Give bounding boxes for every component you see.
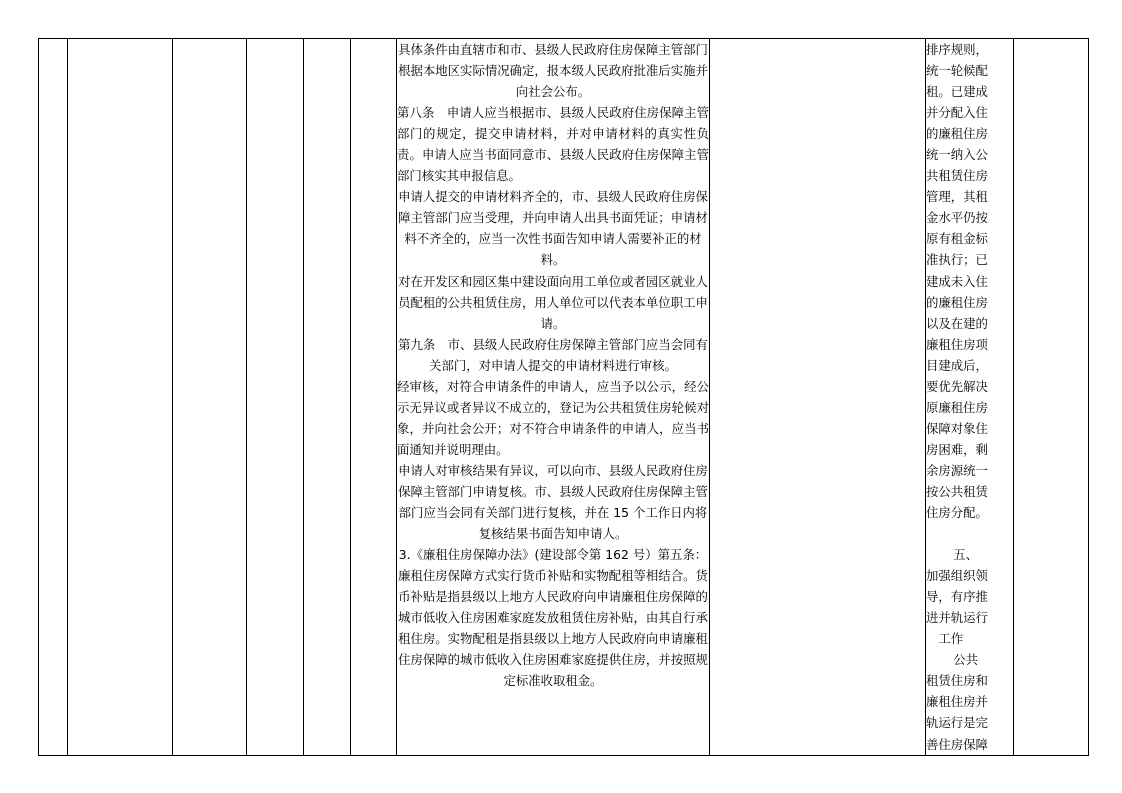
note-line: 的廉租住房 bbox=[926, 294, 988, 310]
section-title-line: 进并轨运行 bbox=[926, 610, 988, 626]
section-title-line: 导，有序推 bbox=[926, 589, 988, 605]
paragraph-gap bbox=[926, 523, 1013, 544]
note-line: 的廉租住房 bbox=[926, 126, 988, 142]
note-line: 共租赁住房 bbox=[926, 168, 988, 184]
legal-paragraph: 具体条件由直辖市和市、县级人民政府住房保障主管部门根据本地区实际情况确定，报本级人民政府批准后实施并向社会公布。 bbox=[398, 42, 708, 100]
note-line: 保障对象住 bbox=[926, 420, 988, 436]
note-line: 金水平仍按 bbox=[926, 210, 988, 226]
legal-paragraph: 申请人对审核结果有异议，可以向市、县级人民政府住房保障主管部门申请复核。市、县级人民政府住房保障主管部门应当会同有关部门进行复核，并在 15 个工作日内将复核结果书面告知申请人。 bbox=[398, 462, 708, 542]
note-line: 建成未入住 bbox=[926, 273, 988, 289]
section-title-line: 加强组织领 bbox=[926, 568, 988, 584]
legal-basis-cell bbox=[397, 39, 710, 756]
note-line: 准执行；已 bbox=[926, 252, 988, 268]
legal-paragraph: 经审核，对符合申请条件的申请人，应当予以公示，经公示无异议或者异议不成立的，登记为公共租赁住房轮候对象，并向社会公开；对不符合申请条件的申请人，应当书面通知并说明理由。 bbox=[397, 378, 709, 457]
note-line: 原有租金标 bbox=[926, 231, 988, 247]
tail-line: 廉租住房并 bbox=[926, 694, 988, 710]
empty-cell bbox=[710, 39, 926, 756]
note-line: 统一纳入公 bbox=[926, 147, 988, 163]
note-line: 目建成后， bbox=[926, 357, 988, 373]
empty-cell bbox=[351, 39, 397, 756]
legal-paragraph: 对在开发区和园区集中建设面向用工单位或者园区就业人员配租的公共租赁住房，用人单位可以代表本单位职工申请。 bbox=[398, 273, 708, 331]
note-line: 按公共租赁 bbox=[926, 483, 988, 499]
note-line: 房困难，剩 bbox=[926, 441, 988, 457]
tail-line: 租赁住房和 bbox=[926, 673, 988, 689]
empty-cell bbox=[247, 39, 304, 756]
empty-cell bbox=[39, 39, 68, 756]
legal-paragraph: 申请人提交的申请材料齐全的，市、县级人民政府住房保障主管部门应当受理，并向申请人出具书面凭证；申请材料不齐全的，应当一次性书面告知申请人需要补正的材料。 bbox=[398, 189, 708, 268]
section-heading: 五、 bbox=[953, 547, 979, 563]
legal-paragraph: 第九条 市、县级人民政府住房保障主管部门应当会同有关部门，对申请人提交的申请材料进行审核。 bbox=[398, 336, 708, 373]
empty-cell bbox=[68, 39, 173, 756]
note-line: 余房源统一 bbox=[926, 462, 988, 478]
note-line: 管理，其租 bbox=[926, 189, 988, 205]
note-line: 要优先解决 bbox=[926, 378, 988, 394]
tail-line: 善住房保障 bbox=[926, 736, 988, 752]
legal-paragraph: 第八条 申请人应当根据市、县级人民政府住房保障主管部门的规定，提交申请材料，并对申请材料的真实性负责。申请人应当书面同意市、县级人民政府住房保障主管部门核实其申报信息。 bbox=[397, 105, 709, 184]
note-line: 以及在建的 bbox=[926, 315, 988, 331]
empty-cell bbox=[173, 39, 247, 756]
tail-line: 轨运行是完 bbox=[926, 715, 988, 731]
legal-paragraph: 3.《廉租住房保障办法》(建设部令第 162 号）第五条：廉租住房保障方式实行货币补贴和实物配租等相结合。货币补贴是指县级以上地方人民政府向申请廉租住房保障的城市低收入住房困难家庭发放租赁住房补贴，由其自行承租住房。实物配租是指县级以上地方人民政府向申请廉租住房保障的城市低收入住房困难家庭提供住房，并按照规定标准收取租金。 bbox=[398, 547, 708, 689]
note-line: 租。已建成 bbox=[926, 84, 988, 100]
note-line: 住房分配。 bbox=[926, 505, 988, 521]
table-row bbox=[39, 39, 1089, 756]
note-line: 廉租住房项 bbox=[926, 336, 988, 352]
note-line: 排序规则， bbox=[926, 42, 988, 57]
empty-cell bbox=[1014, 39, 1089, 756]
note-line: 统一轮候配 bbox=[926, 63, 988, 79]
note-line: 原廉租住房 bbox=[926, 399, 988, 415]
tail-line: 公共 bbox=[953, 652, 979, 668]
section-title-line: 工作 bbox=[938, 631, 964, 647]
note-line: 并分配入住 bbox=[926, 105, 988, 121]
notes-cell bbox=[926, 39, 1014, 756]
empty-cell bbox=[304, 39, 351, 756]
document-table bbox=[38, 38, 1089, 756]
